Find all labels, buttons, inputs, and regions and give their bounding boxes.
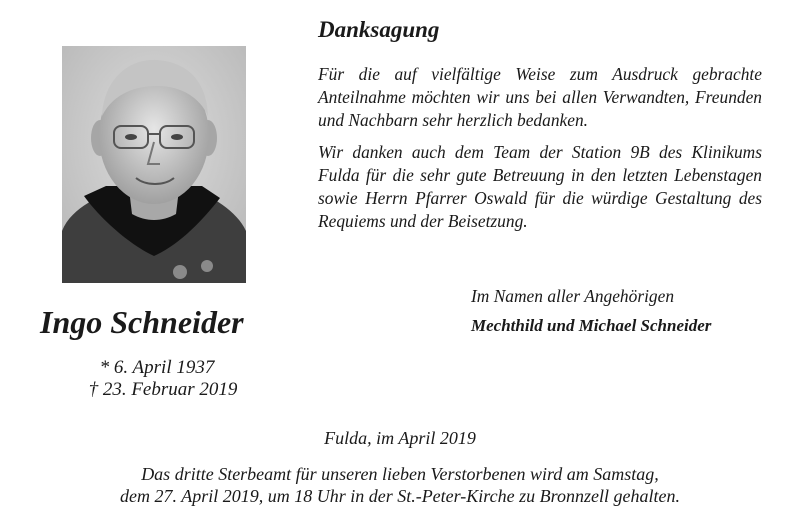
memorial-notice-line-1: Das dritte Sterbeamt für unseren lieben Verstorbenen wird am Samstag, xyxy=(141,464,659,484)
memorial-notice-line-2: dem 27. April 2019, um 18 Uhr in der St.-Peter-Kirche zu Bronnzell gehalten. xyxy=(120,486,680,506)
thanks-paragraph-2: Wir danken auch dem Team der Station 9B des Klinikums Fulda für die sehr gute Betreuung in den letzten Lebenstagen sowie Herrn Pfarrer Oswald für die würdige Gestaltung des Requiems und der Beisetzung. xyxy=(318,142,762,231)
place-date: Fulda, im April 2019 xyxy=(324,428,476,448)
birth-date: * 6. April 1937 xyxy=(99,357,215,378)
portrait-photo xyxy=(62,46,246,283)
memorial-notice xyxy=(0,463,800,507)
deceased-name: Ingo Schneider xyxy=(40,304,244,340)
signature-names: Mechthild und Michael Schneider xyxy=(471,316,712,335)
thanks-paragraph-1: Für die auf vielfältige Weise zum Ausdruck gebrachte Anteilnahme möchten wir uns bei allen Verwandten, Freunden und Nachbarn sehr herzlich bedanken. xyxy=(318,64,762,130)
portrait-image xyxy=(62,46,246,283)
death-date: † 23. Februar 2019 xyxy=(88,379,238,400)
notice-title: Danksagung xyxy=(318,17,440,42)
signature-intro: Im Namen aller Angehörigen xyxy=(471,286,675,306)
